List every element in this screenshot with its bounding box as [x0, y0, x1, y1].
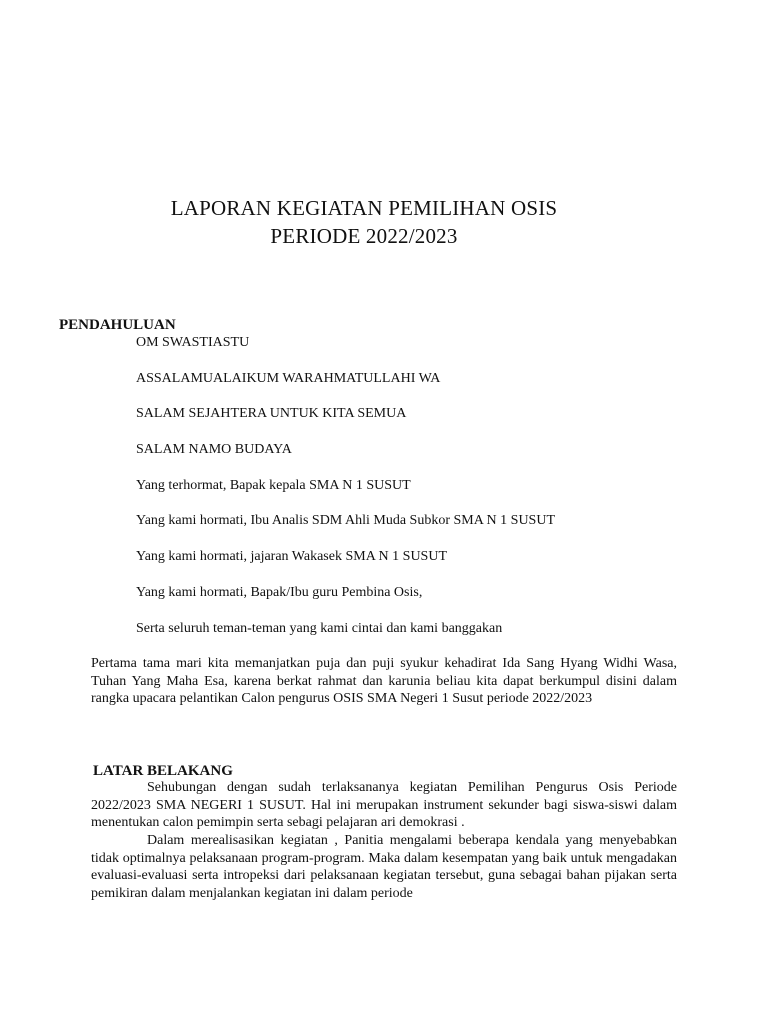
- salutation-line: Serta seluruh teman-teman yang kami cintai dan kami banggakan: [136, 621, 503, 636]
- salutation-line: Yang kami hormati, Bapak/Ibu guru Pembina Osis,: [136, 585, 423, 600]
- greeting-line: SALAM NAMO BUDAYA: [136, 442, 292, 457]
- document-title-line2: PERIODE 2022/2023: [270, 224, 458, 248]
- latar-belakang-paragraph-1-text: Sehubungan dengan sudah terlaksananya kegiatan Pemilihan Pengurus Osis Periode 2022/2023 SMA NEGERI 1 SUSUT. Hal ini merupakan instrument sekunder bagi siswa-siswi dalam menentukan calon pemimpin serta sebagi pelajaran ari demokrasi .: [91, 780, 677, 830]
- latar-belakang-paragraph-2: [91, 832, 677, 902]
- greeting-line: ASSALAMUALAIKUM WARAHMATULLAHI WA: [136, 371, 441, 386]
- salutation-line: Yang terhormat, Bapak kepala SMA N 1 SUSUT: [136, 478, 411, 493]
- greeting-line: OM SWASTIASTU: [136, 335, 250, 350]
- greeting-line: SALAM SEJAHTERA UNTUK KITA SEMUA: [136, 406, 407, 421]
- pendahuluan-paragraph: Pertama tama mari kita memanjatkan puja dan puji syukur kehadirat Ida Sang Hyang Widhi Wasa, Tuhan Yang Maha Esa, karena berkat rahmat dan karunia beliau kita dapat berkumpul disini dalam rangka upacara pelantikan Calon pengurus OSIS SMA Negeri 1 Susut periode 2022/2023: [91, 656, 677, 706]
- latar-belakang-heading: LATAR BELAKANG: [93, 763, 233, 779]
- latar-belakang-paragraph-2-text: Dalam merealisasikan kegiatan , Panitia mengalami beberapa kendala yang menyebabkan tidak optimalnya pelaksanaan program-program. Maka dalam kesempatan yang baik untuk mengadakan evaluasi-evaluasi serta intropeksi dari pelaksanaan kegiatan tersebut, guna sebagai bahan pijakan serta pemikiran dalam menjalankan kegiatan ini dalam periode: [91, 833, 677, 901]
- salutation-line: Yang kami hormati, jajaran Wakasek SMA N 1 SUSUT: [136, 549, 448, 564]
- salutation-line: Yang kami hormati, Ibu Analis SDM Ahli Muda Subkor SMA N 1 SUSUT: [136, 513, 556, 528]
- pendahuluan-heading: PENDAHULUAN: [59, 317, 176, 333]
- latar-belakang-paragraph-1: [91, 779, 677, 832]
- document-title-line1: LAPORAN KEGIATAN PEMILIHAN OSIS: [170, 196, 558, 220]
